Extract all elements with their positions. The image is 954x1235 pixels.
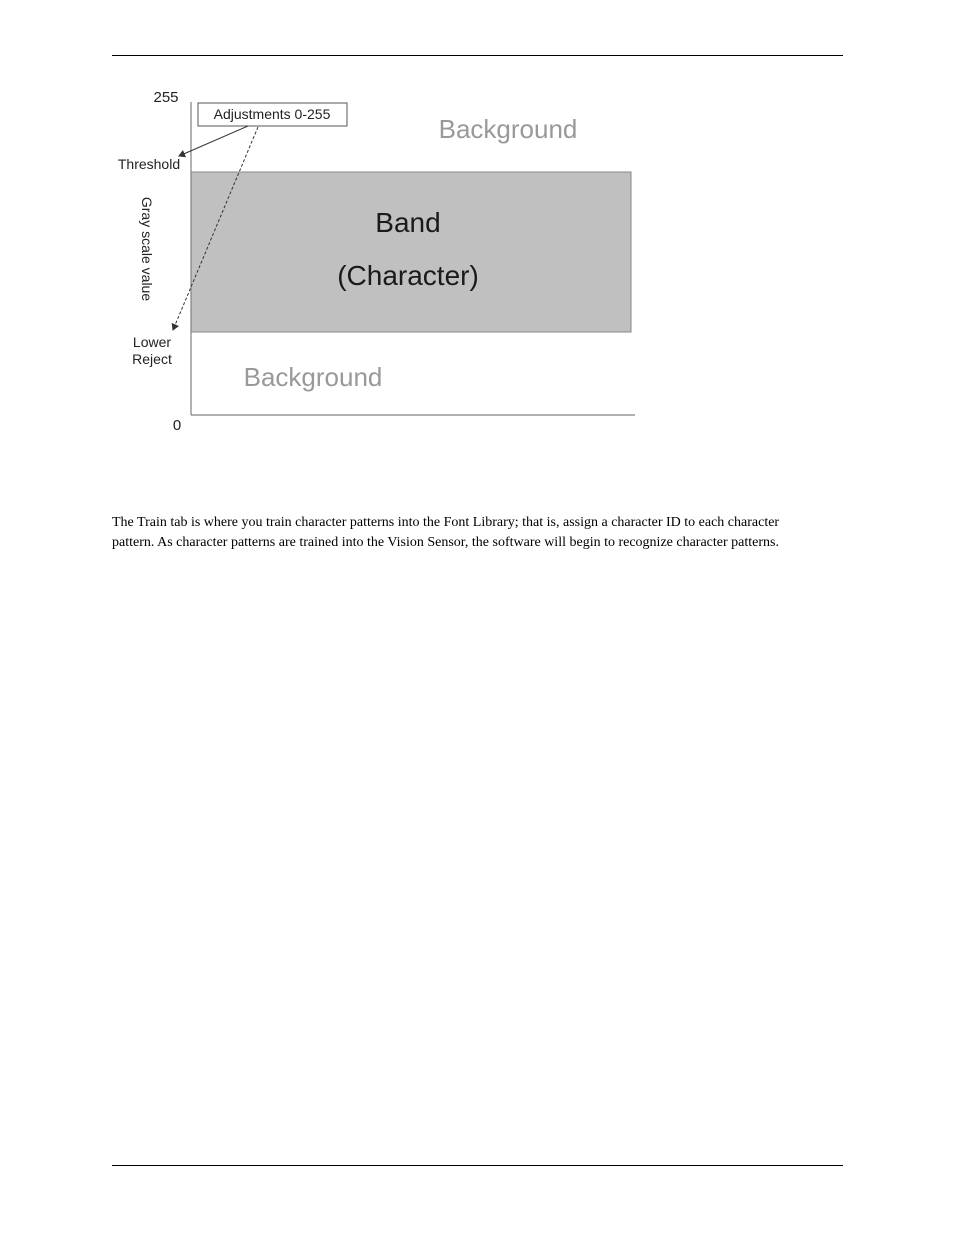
band-label: Band [375,207,441,238]
threshold-arrow [179,126,248,156]
paragraph-line-2: pattern. As character patterns are trained into the Vision Sensor, the software will begin to recognize character patterns. [112,535,779,550]
y-axis-label: Gray scale value [139,196,155,302]
callout-text: Adjustments 0-255 [213,106,331,122]
band-rect [191,172,631,332]
train-tab-paragraph [112,513,852,553]
lower-reject-label-1: Lower [132,334,172,350]
paragraph-line-1: The Train tab is where you train character patterns into the Font Library; that is, assign a character ID to each character [112,515,780,530]
y-max-label: 255 [153,89,179,106]
lower-reject-label-2: Reject [132,351,172,367]
footer-rule [112,1165,843,1166]
grayscale-band-figure [0,0,954,460]
background-bottom-label: Background [243,362,383,392]
character-label: (Character) [337,260,479,291]
background-top-label: Background [438,114,578,144]
y-min-label: 0 [172,417,182,434]
threshold-label: Threshold [117,156,181,172]
